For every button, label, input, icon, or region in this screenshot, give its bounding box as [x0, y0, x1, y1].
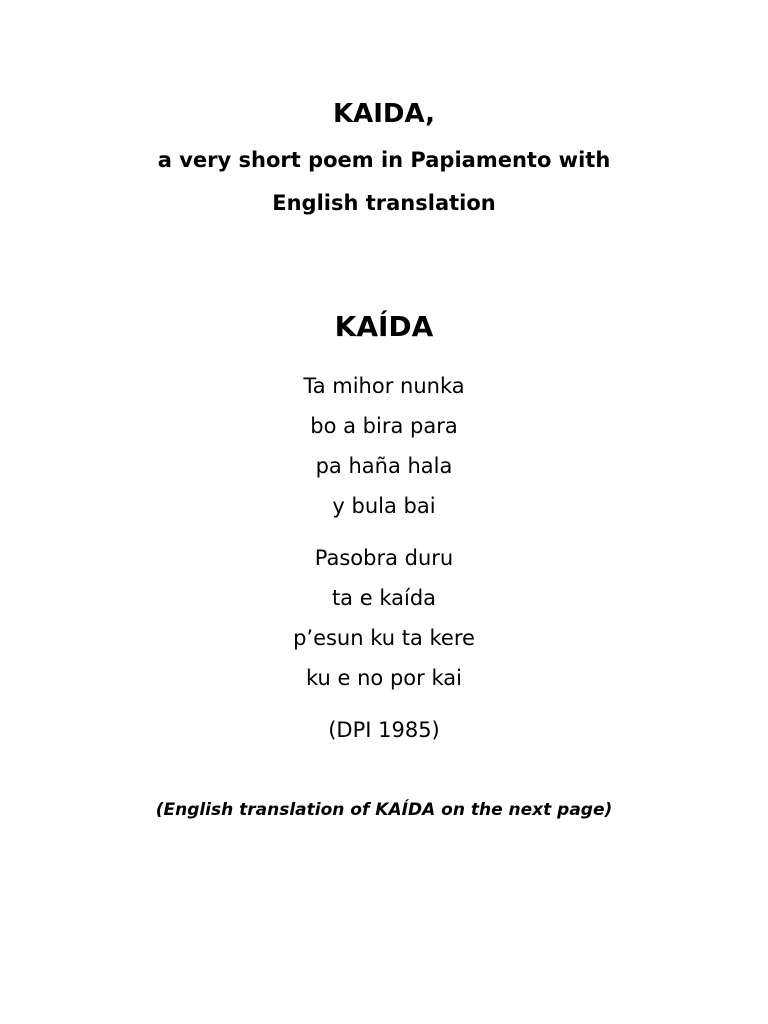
poem-line: ku e no por kai	[306, 666, 462, 690]
poem-line: Ta mihor nunka	[303, 374, 465, 398]
poem-line: p’esun ku ta kere	[293, 626, 475, 650]
poem-line: pa haña hala	[315, 454, 453, 478]
poem-line: ta e kaída	[331, 586, 437, 610]
poem-title: KAÍDA	[334, 310, 434, 343]
poem-line: bo a bira para	[310, 414, 458, 438]
document-title: KAIDA,	[332, 99, 435, 129]
document-subtitle-line-2: English translation	[272, 191, 496, 215]
translation-note: (English translation of KAÍDA on the next page)	[155, 800, 613, 820]
poem-stanza-1	[0, 376, 768, 536]
poem-line: Pasobra duru	[314, 546, 454, 570]
document-subtitle-line-1: a very short poem in Papiamento with	[157, 148, 611, 172]
poem-stanza-2	[0, 548, 768, 708]
poem-line: y bula bai	[332, 494, 436, 518]
poem-attribution: (DPI 1985)	[328, 718, 440, 742]
